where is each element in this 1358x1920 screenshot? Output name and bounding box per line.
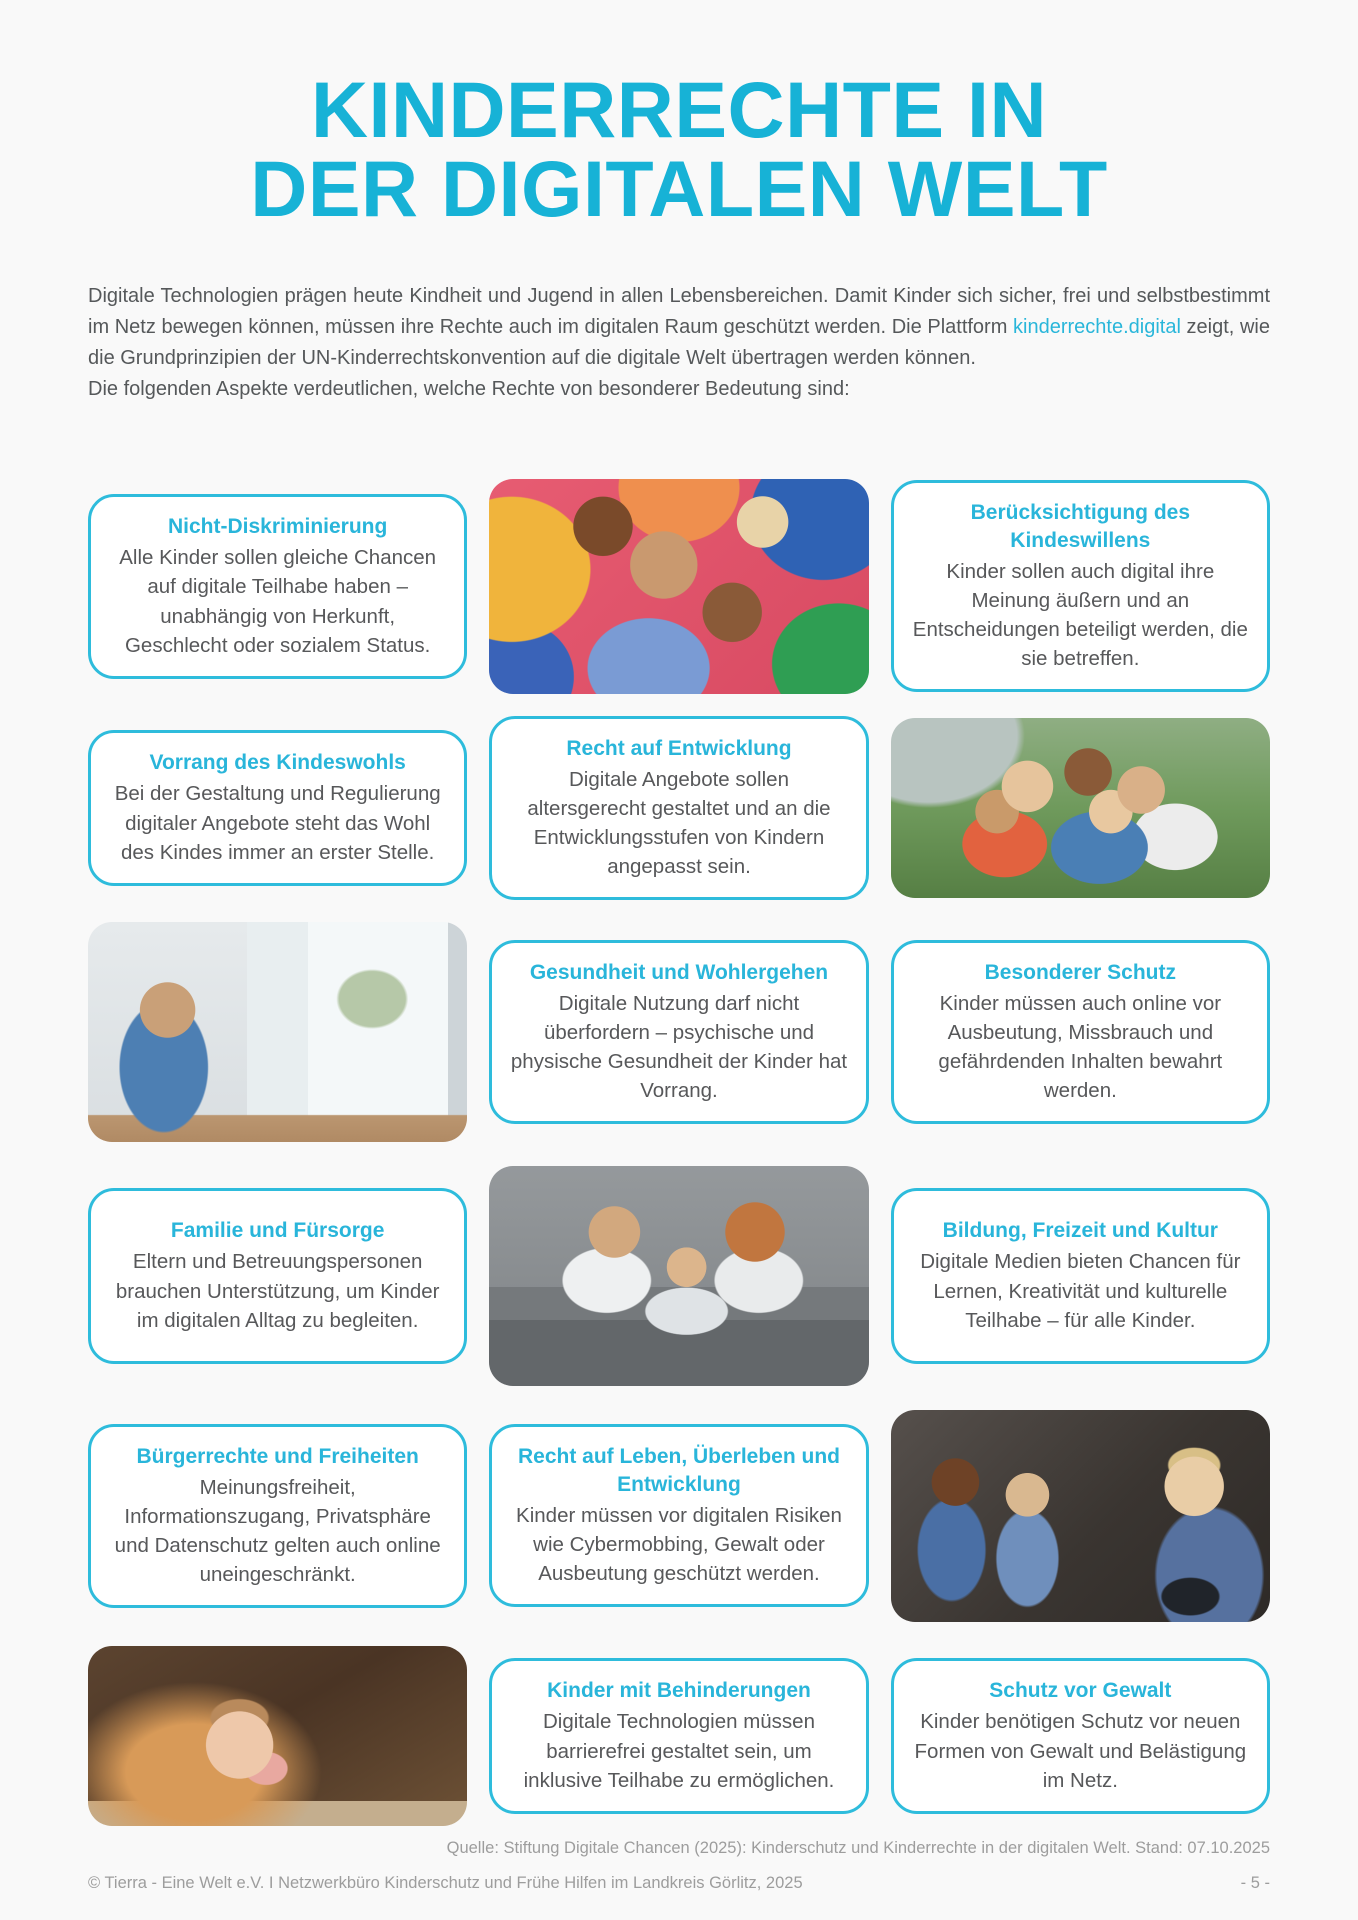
card-title: Schutz vor Gewalt xyxy=(989,1679,1172,1703)
kinderrechte-digital-link[interactable]: kinderrechte.digital xyxy=(1013,315,1181,338)
toddler-screen-photo xyxy=(88,1646,467,1826)
card-text: Kinder müssen auch online vor Ausbeutung, Missbrauch und gefährdenden Inhalten bewahrt werden. xyxy=(938,991,1223,1103)
card-text: Digitale Nutzung darf nicht überfordern – psychische und physische Gesundheit der Kinder hat Vorrang. xyxy=(510,991,848,1103)
page-title-line1: KINDERRECHTE IN xyxy=(310,65,1048,154)
card-text: Kinder müssen vor digitalen Risiken wie Cybermobbing, Gewalt oder Ausbeutung geschützt werden. xyxy=(516,1504,842,1586)
card-text: Eltern und Betreuungspersonen brauchen Unterstützung, um Kinder im digitalen Alltag zu begleiten. xyxy=(115,1250,440,1332)
card-recht-auf-entwicklung xyxy=(489,716,868,901)
rights-grid xyxy=(88,479,1270,1826)
intro-text-after-link: zeigt, wie die Grundprinzipien der UN-Kinderrechtskonvention auf die digitale Welt übertragen werden können. xyxy=(88,315,1270,369)
card-schutz-vor-gewalt xyxy=(891,1658,1270,1814)
card-gesundheit-wohlergehen xyxy=(489,940,868,1125)
page-number: - 5 - xyxy=(1240,1874,1270,1893)
card-text: Kinder benötigen Schutz vor neuen Formen von Gewalt und Belästigung im Netz. xyxy=(914,1710,1247,1792)
card-text: Meinungsfreiheit, Informationszugang, Privatsphäre und Datenschutz gelten auch online uneingeschränkt. xyxy=(114,1475,441,1587)
card-title: Besonderer Schutz xyxy=(984,960,1177,984)
card-title: Recht auf Leben, Überleben und Entwicklung xyxy=(517,1445,841,1496)
boy-at-window-photo xyxy=(88,922,467,1142)
source-line: Quelle: Stiftung Digitale Chancen (2025): Kinderschutz und Kinderrechte in der digitalen Welt. Stand: 07.10.2025 xyxy=(446,1838,1270,1857)
card-title: Nicht-Diskriminierung xyxy=(167,515,388,539)
card-title: Kinder mit Behinderungen xyxy=(547,1679,811,1703)
card-text: Digitale Angebote sollen altersgerecht gestaltet und an die Entwicklungsstufen von Kindern angepasst sein. xyxy=(527,767,831,879)
intro-paragraph xyxy=(88,281,1270,374)
card-title: Bildung, Freizeit und Kultur xyxy=(942,1219,1218,1243)
children-group-outdoors-photo xyxy=(891,718,1270,898)
card-title: Familie und Fürsorge xyxy=(170,1219,385,1243)
card-vorrang-kindeswohl xyxy=(88,730,467,886)
page-title xyxy=(88,65,1270,233)
page-footer xyxy=(88,1838,1270,1895)
card-text: Digitale Technologien müssen barrierefrei gestaltet sein, um inklusive Teilhabe zu ermöglichen. xyxy=(523,1710,835,1792)
card-title: Berücksichtigung des Kindeswillens xyxy=(970,501,1191,552)
card-kinder-mit-behinderungen xyxy=(489,1658,868,1814)
card-recht-auf-leben xyxy=(489,1424,868,1607)
card-text: Kinder sollen auch digital ihre Meinung äußern und an Entscheidungen beteiligt werden, die sie betreffen. xyxy=(912,560,1248,671)
copyright-line: © Tierra - Eine Welt e.V. I Netzwerkbüro Kinderschutz und Frühe Hilfen im Landkreis Görlitz, 2025 xyxy=(88,1874,803,1893)
card-bildung-freizeit-kultur xyxy=(891,1188,1270,1364)
family-couch-devices-photo xyxy=(489,1166,868,1386)
page-title-line2: DER DIGITALEN WELT xyxy=(250,144,1108,233)
card-text: Alle Kinder sollen gleiche Chancen auf digitale Teilhabe haben – unabhängig von Herkunft, Geschlecht oder sozialem Status. xyxy=(119,546,437,657)
card-nicht-diskriminierung xyxy=(88,494,467,679)
card-besonderer-schutz xyxy=(891,940,1270,1125)
card-buergerrechte-freiheiten xyxy=(88,1424,467,1609)
teens-cyberbullying-photo xyxy=(891,1410,1270,1622)
card-text: Digitale Medien bieten Chancen für Lernen, Kreativität und kulturelle Teilhabe – für alle Kinder. xyxy=(920,1250,1241,1332)
card-title: Vorrang des Kindeswohls xyxy=(149,751,406,775)
card-title: Gesundheit und Wohlergehen xyxy=(529,960,829,984)
card-title: Bürgerrechte und Freiheiten xyxy=(136,1444,419,1468)
card-title: Recht auf Entwicklung xyxy=(566,736,792,760)
card-text: Bei der Gestaltung und Regulierung digitaler Angebote steht das Wohl des Kindes immer an erster Stelle. xyxy=(114,782,441,864)
card-beruecksichtigung-kindeswillens xyxy=(891,480,1270,692)
children-playmat-photo xyxy=(489,479,868,694)
intro-text-before-link: Digitale Technologien prägen heute Kindheit und Jugend in allen Lebensbereichen. Damit Kinder sich sicher, frei und selbstbestimmt im Netz bewegen können, müssen ihre Rechte auch im digitalen Raum geschützt werden. Die Plattform xyxy=(88,284,1270,338)
card-familie-fuersorge xyxy=(88,1188,467,1364)
intro-second-line: Die folgenden Aspekte verdeutlichen, welche Rechte von besonderer Bedeutung sind: xyxy=(88,377,850,400)
